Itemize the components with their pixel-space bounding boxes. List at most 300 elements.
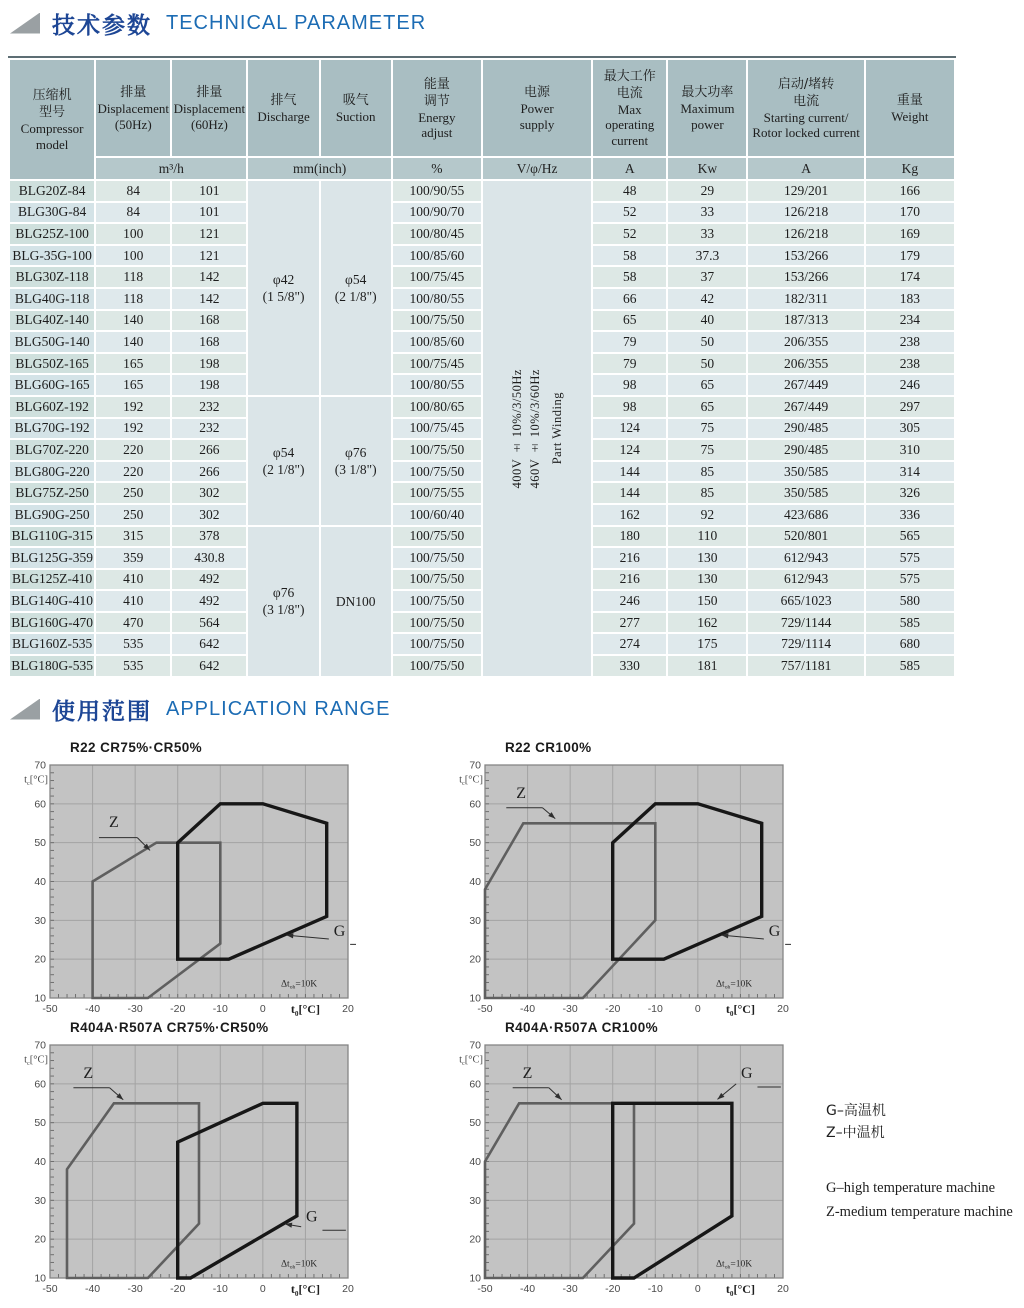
- cell-model: BLG125G-359: [10, 548, 94, 568]
- cell-starting-current: 612/943: [748, 548, 863, 568]
- header-line: 排气: [270, 92, 297, 108]
- header-line: 调节: [423, 93, 450, 109]
- cell-max-operating-current: 124: [593, 419, 666, 439]
- svg-text:30: 30: [469, 1194, 481, 1207]
- cell-model: BLG80G-220: [10, 462, 94, 482]
- unit-cell: Kw: [668, 158, 746, 179]
- cell-weight: 297: [866, 397, 954, 417]
- svg-text:Δtoh=10K: $\Delta t_{oh}=10K$: [280, 1259, 318, 1271]
- cell-discharge-group: φ76 (3 1/8"): [248, 527, 318, 676]
- svg-text:-20: -20: [605, 1283, 621, 1295]
- cell-energy-adjust: 100/75/50: [393, 462, 481, 482]
- svg-text:50: 50: [34, 837, 46, 850]
- cell-energy-adjust: 100/75/45: [393, 267, 481, 287]
- cell-displacement-60hz: 266: [172, 440, 246, 460]
- svg-text:tc[°C]: $t_c[^\circ C]$: [24, 1054, 48, 1068]
- cell-energy-adjust: 100/75/50: [393, 613, 481, 633]
- chart-block-r404a-fullload: [455, 1020, 791, 1302]
- cell-weight: 565: [866, 527, 954, 547]
- cell-weight: 174: [866, 267, 954, 287]
- cell-model: BLG60G-165: [10, 375, 94, 395]
- svg-text:70: 70: [34, 760, 46, 772]
- series-label-Z: Z: [516, 785, 527, 803]
- chart-title: R404A·R507A CR75%·CR50%: [70, 1020, 269, 1035]
- cell-displacement-50hz: 410: [96, 591, 170, 611]
- cell-model: BLG180G-535: [10, 656, 94, 676]
- cell-displacement-50hz: 192: [96, 397, 170, 417]
- svg-text:-30: -30: [562, 1003, 578, 1015]
- unit-cell: A: [748, 158, 863, 179]
- cell-starting-current: 206/355: [748, 354, 863, 374]
- cell-starting-current: 520/801: [748, 527, 863, 547]
- cell-displacement-60hz: 142: [172, 289, 246, 309]
- cell-displacement-50hz: 535: [96, 634, 170, 654]
- cell-energy-adjust: 100/75/50: [393, 548, 481, 568]
- cell-displacement-50hz: 250: [96, 505, 170, 525]
- cell-starting-current: 290/485: [748, 440, 863, 460]
- svg-text:Δtoh=10K: $\Delta t_{oh}=10K$: [715, 1259, 753, 1271]
- cell-displacement-60hz: 564: [172, 613, 246, 633]
- cell-displacement-60hz: 198: [172, 375, 246, 395]
- svg-text:30: 30: [34, 914, 46, 927]
- svg-text:-20: -20: [605, 1003, 621, 1015]
- unit-cell: V/φ/Hz: [483, 158, 591, 179]
- section-title-zh: 技术参数: [52, 12, 152, 39]
- cell-energy-adjust: 100/60/40: [393, 505, 481, 525]
- header-line: 电源: [524, 85, 551, 100]
- svg-text:-40: -40: [84, 1003, 101, 1015]
- cell-maximum-power: 75: [668, 440, 746, 460]
- cell-maximum-power: 65: [668, 375, 746, 395]
- cell-maximum-power: 33: [668, 224, 746, 244]
- cell-model: BLG125Z-410: [10, 570, 94, 590]
- cell-displacement-60hz: 378: [172, 527, 246, 547]
- technical-parameter-table: [8, 56, 956, 678]
- svg-text:0: 0: [259, 1003, 266, 1015]
- cell-model: BLG30G-84: [10, 203, 94, 223]
- cell-max-operating-current: 330: [593, 656, 666, 676]
- cell-weight: 246: [866, 375, 954, 395]
- svg-text:-50: -50: [42, 1283, 58, 1295]
- cell-displacement-60hz: 642: [172, 656, 246, 676]
- header-line: 吸气: [342, 92, 369, 108]
- header-line: Displacement: [173, 101, 246, 116]
- chart-block-r22-fullload: [455, 740, 791, 1022]
- cell-model: BLG50G-140: [10, 332, 94, 352]
- cell-starting-current: 350/585: [748, 483, 863, 503]
- cell-max-operating-current: 246: [593, 591, 666, 611]
- legend-g-zh: G–高温机: [826, 1103, 886, 1119]
- cell-maximum-power: 37: [668, 267, 746, 287]
- cell-weight: 234: [866, 311, 954, 331]
- cell-model: BLG140G-410: [10, 591, 94, 611]
- unit-cell: m³/h: [96, 158, 246, 179]
- cell-max-operating-current: 48: [593, 181, 666, 201]
- header-line: power: [691, 116, 724, 132]
- header-line: model: [35, 136, 69, 152]
- cell-maximum-power: 130: [668, 570, 746, 590]
- col-header-displacement-50hz: [96, 60, 170, 156]
- cell-maximum-power: 37.3: [668, 246, 746, 266]
- cell-energy-adjust: 100/75/45: [393, 419, 481, 439]
- cell-maximum-power: 29: [668, 181, 746, 201]
- svg-text:t0[°C]: $t_0[^\circ C]$: [725, 1002, 755, 1018]
- header-line: Power: [520, 101, 554, 116]
- cell-displacement-60hz: 266: [172, 462, 246, 482]
- cell-model: BLG-35G-100: [10, 246, 94, 266]
- triangle-icon: [10, 13, 40, 34]
- svg-text:-10: -10: [212, 1283, 228, 1295]
- cell-starting-current: 612/943: [748, 570, 863, 590]
- cell-displacement-60hz: 121: [172, 246, 246, 266]
- cell-starting-current: 187/313: [748, 311, 863, 331]
- cell-displacement-50hz: 100: [96, 224, 170, 244]
- header-line: 压缩机: [32, 88, 72, 103]
- cell-discharge-group: φ42 (1 5/8"): [248, 181, 318, 395]
- table-unit-row: [10, 158, 954, 179]
- cell-max-operating-current: 180: [593, 527, 666, 547]
- cell-displacement-50hz: 100: [96, 246, 170, 266]
- cell-displacement-60hz: 492: [172, 591, 246, 611]
- header-line: Maximum: [680, 101, 735, 116]
- cell-maximum-power: 85: [668, 483, 746, 503]
- cell-weight: 238: [866, 354, 954, 374]
- svg-text:-20: -20: [170, 1003, 186, 1015]
- cell-starting-current: 126/218: [748, 203, 863, 223]
- cell-starting-current: 267/449: [748, 375, 863, 395]
- series-label-G: G: [306, 1208, 318, 1226]
- header-line: Suction: [335, 108, 376, 124]
- cell-maximum-power: 65: [668, 397, 746, 417]
- cell-energy-adjust: 100/80/45: [393, 224, 481, 244]
- unit-cell: A: [593, 158, 666, 179]
- header-line: 最大工作: [603, 68, 656, 84]
- series-label-G: G: [741, 1065, 753, 1083]
- cell-model: BLG20Z-84: [10, 181, 94, 201]
- cell-displacement-60hz: 302: [172, 483, 246, 503]
- cell-displacement-50hz: 220: [96, 440, 170, 460]
- header-line: Max: [617, 101, 642, 117]
- cell-max-operating-current: 162: [593, 505, 666, 525]
- svg-text:-40: -40: [84, 1283, 101, 1295]
- unit-cell: %: [393, 158, 481, 179]
- cell-model: BLG40G-118: [10, 289, 94, 309]
- cell-model: BLG70Z-220: [10, 440, 94, 460]
- cell-displacement-60hz: 492: [172, 570, 246, 590]
- cell-weight: 575: [866, 570, 954, 590]
- svg-text:0: 0: [259, 1283, 266, 1295]
- cell-displacement-50hz: 250: [96, 483, 170, 503]
- cell-displacement-50hz: 84: [96, 181, 170, 201]
- svg-text:20: 20: [469, 953, 481, 966]
- svg-text:60: 60: [469, 1078, 481, 1091]
- cell-model: BLG75Z-250: [10, 483, 94, 503]
- cell-energy-adjust: 100/85/60: [393, 332, 481, 352]
- cell-suction-group: φ54 (2 1/8"): [321, 181, 391, 395]
- cell-displacement-50hz: 192: [96, 419, 170, 439]
- svg-text:-30: -30: [127, 1003, 143, 1015]
- cell-model: BLG30Z-118: [10, 267, 94, 287]
- cell-displacement-60hz: 142: [172, 267, 246, 287]
- cell-starting-current: 129/201: [748, 181, 863, 201]
- cell-weight: 585: [866, 656, 954, 676]
- cell-weight: 166: [866, 181, 954, 201]
- svg-text:20: 20: [777, 1283, 789, 1295]
- header-line: Discharge: [257, 108, 310, 124]
- cell-displacement-60hz: 430.8: [172, 548, 246, 568]
- cell-maximum-power: 33: [668, 203, 746, 223]
- svg-text:10: 10: [34, 992, 46, 1005]
- cell-displacement-60hz: 198: [172, 354, 246, 374]
- table-row: [10, 181, 954, 201]
- header-line: 电流: [793, 93, 820, 109]
- svg-text:-50: -50: [42, 1003, 58, 1015]
- svg-text:50: 50: [469, 1117, 481, 1130]
- cell-displacement-60hz: 101: [172, 181, 246, 201]
- header-line: Energy: [418, 109, 456, 125]
- cell-maximum-power: 130: [668, 548, 746, 568]
- svg-text:tc[°C]: $t_c[^\circ C]$: [459, 1054, 483, 1068]
- header-line: (50Hz): [114, 116, 152, 132]
- cell-weight: 310: [866, 440, 954, 460]
- power-supply-line: 400V ± 10%/3/50Hz: [509, 368, 524, 489]
- svg-text:-30: -30: [127, 1283, 143, 1295]
- svg-text:-40: -40: [519, 1003, 536, 1015]
- series-label-Z: Z: [83, 1065, 94, 1083]
- svg-text:40: 40: [469, 1156, 481, 1168]
- col-header-starting-current: [748, 60, 863, 156]
- cell-max-operating-current: 274: [593, 634, 666, 654]
- cell-maximum-power: 42: [668, 289, 746, 309]
- cell-power-supply: [483, 181, 591, 676]
- cell-energy-adjust: 100/90/55: [393, 181, 481, 201]
- svg-text:0: 0: [694, 1003, 701, 1015]
- application-chart-2: [455, 760, 791, 1022]
- cell-weight: 575: [866, 548, 954, 568]
- cell-starting-current: 290/485: [748, 419, 863, 439]
- svg-text:t0[°C]: $t_0[^\circ C]$: [290, 1002, 320, 1018]
- compressor-table-body: [10, 181, 954, 676]
- cell-energy-adjust: 100/85/60: [393, 246, 481, 266]
- application-chart-1: [20, 760, 356, 1022]
- cell-displacement-50hz: 140: [96, 332, 170, 352]
- col-header-max-operating-current: [593, 60, 666, 156]
- header-line: current: [611, 132, 649, 148]
- series-label-Z: Z: [522, 1065, 533, 1083]
- col-header-suction: [321, 60, 391, 156]
- section-title-en: APPLICATION RANGE: [166, 697, 391, 720]
- unit-cell: mm(inch): [248, 158, 390, 179]
- cell-displacement-60hz: 168: [172, 311, 246, 331]
- cell-maximum-power: 181: [668, 656, 746, 676]
- cell-displacement-50hz: 165: [96, 354, 170, 374]
- cell-weight: 238: [866, 332, 954, 352]
- cell-discharge-group: φ54 (2 1/8"): [248, 397, 318, 525]
- series-label-G: G: [768, 922, 781, 940]
- cell-displacement-50hz: 220: [96, 462, 170, 482]
- cell-model: BLG110G-315: [10, 527, 94, 547]
- cell-model: BLG40Z-140: [10, 311, 94, 331]
- header-line: operating: [605, 117, 655, 133]
- cell-displacement-60hz: 232: [172, 397, 246, 417]
- section-header-application-range: [10, 694, 390, 724]
- cell-energy-adjust: 100/75/50: [393, 656, 481, 676]
- cell-energy-adjust: 100/75/50: [393, 527, 481, 547]
- svg-text:60: 60: [34, 1078, 46, 1091]
- header-line: Weight: [891, 108, 929, 124]
- cell-max-operating-current: 144: [593, 462, 666, 482]
- cell-maximum-power: 75: [668, 419, 746, 439]
- cell-max-operating-current: 58: [593, 246, 666, 266]
- svg-text:40: 40: [34, 876, 46, 888]
- chart-title: R22 CR100%: [505, 740, 592, 755]
- cell-model: BLG70G-192: [10, 419, 94, 439]
- col-header-weight: [866, 60, 954, 156]
- cell-displacement-50hz: 84: [96, 203, 170, 223]
- cell-energy-adjust: 100/75/50: [393, 570, 481, 590]
- svg-text:-10: -10: [647, 1003, 663, 1015]
- cell-starting-current: 153/266: [748, 267, 863, 287]
- cell-starting-current: 757/1181: [748, 656, 863, 676]
- svg-text:-40: -40: [519, 1283, 536, 1295]
- cell-model: BLG90G-250: [10, 505, 94, 525]
- svg-text:30: 30: [34, 1194, 46, 1207]
- chart-block-r404a-partload: [20, 1020, 356, 1302]
- legend-g-en: G–high temperature machine: [826, 1180, 996, 1196]
- cell-maximum-power: 175: [668, 634, 746, 654]
- cell-energy-adjust: 100/75/50: [393, 440, 481, 460]
- cell-displacement-50hz: 470: [96, 613, 170, 633]
- svg-text:20: 20: [469, 1233, 481, 1246]
- cell-weight: 585: [866, 613, 954, 633]
- cell-max-operating-current: 144: [593, 483, 666, 503]
- cell-weight: 680: [866, 634, 954, 654]
- table-header-row: [10, 60, 954, 156]
- svg-text:50: 50: [469, 837, 481, 850]
- cell-starting-current: 350/585: [748, 462, 863, 482]
- svg-text:30: 30: [469, 914, 481, 927]
- svg-text:0: 0: [694, 1283, 701, 1295]
- power-supply-line: Part Winding: [549, 392, 564, 465]
- svg-text:-30: -30: [562, 1283, 578, 1295]
- cell-energy-adjust: 100/80/65: [393, 397, 481, 417]
- cell-max-operating-current: 277: [593, 613, 666, 633]
- svg-text:-10: -10: [212, 1003, 228, 1015]
- cell-energy-adjust: 100/75/50: [393, 634, 481, 654]
- col-header-displacement-60hz: [172, 60, 246, 156]
- cell-displacement-50hz: 410: [96, 570, 170, 590]
- cell-maximum-power: 162: [668, 613, 746, 633]
- application-chart-3: [20, 1040, 356, 1302]
- header-line: 最大功率: [681, 85, 734, 100]
- cell-weight: 336: [866, 505, 954, 525]
- legend-z-zh: Z–中温机: [826, 1125, 885, 1141]
- cell-model: BLG160G-470: [10, 613, 94, 633]
- cell-weight: 179: [866, 246, 954, 266]
- header-line: 排量: [196, 85, 223, 100]
- cell-weight: 305: [866, 419, 954, 439]
- series-label-G: G: [333, 922, 346, 940]
- cell-max-operating-current: 98: [593, 375, 666, 395]
- cell-max-operating-current: 79: [593, 354, 666, 374]
- cell-starting-current: 153/266: [748, 246, 863, 266]
- triangle-icon: [10, 699, 40, 720]
- cell-max-operating-current: 216: [593, 570, 666, 590]
- cell-model: BLG160Z-535: [10, 634, 94, 654]
- svg-text:20: 20: [342, 1283, 354, 1295]
- application-chart-4: [455, 1040, 791, 1302]
- header-line: 型号: [39, 105, 66, 120]
- cell-maximum-power: 110: [668, 527, 746, 547]
- cell-displacement-50hz: 535: [96, 656, 170, 676]
- header-line: Rotor locked current: [752, 125, 860, 140]
- cell-max-operating-current: 216: [593, 548, 666, 568]
- cell-starting-current: 182/311: [748, 289, 863, 309]
- cell-weight: 170: [866, 203, 954, 223]
- header-line: adjust: [421, 125, 453, 140]
- series-label-Z: Z: [108, 814, 119, 832]
- cell-energy-adjust: 100/80/55: [393, 375, 481, 395]
- cell-displacement-60hz: 642: [172, 634, 246, 654]
- cell-energy-adjust: 100/75/50: [393, 311, 481, 331]
- cell-displacement-50hz: 165: [96, 375, 170, 395]
- cell-energy-adjust: 100/90/70: [393, 203, 481, 223]
- cell-displacement-50hz: 140: [96, 311, 170, 331]
- cell-energy-adjust: 100/80/55: [393, 289, 481, 309]
- cell-weight: 326: [866, 483, 954, 503]
- header-line: Displacement: [97, 101, 169, 116]
- svg-text:60: 60: [34, 798, 46, 811]
- svg-text:10: 10: [469, 992, 481, 1005]
- cell-max-operating-current: 52: [593, 203, 666, 223]
- svg-text:40: 40: [469, 876, 481, 888]
- svg-text:-10: -10: [647, 1283, 663, 1295]
- header-line: 排量: [120, 85, 147, 100]
- cell-displacement-60hz: 302: [172, 505, 246, 525]
- cell-displacement-50hz: 315: [96, 527, 170, 547]
- col-header-maximum-power: [668, 60, 746, 156]
- cell-max-operating-current: 52: [593, 224, 666, 244]
- cell-weight: 169: [866, 224, 954, 244]
- chart-title: R22 CR75%·CR50%: [70, 740, 203, 755]
- svg-text:40: 40: [34, 1156, 46, 1168]
- cell-starting-current: 729/1114: [748, 634, 863, 654]
- cell-energy-adjust: 100/75/45: [393, 354, 481, 374]
- cell-displacement-60hz: 168: [172, 332, 246, 352]
- section-title-zh: 使用范围: [52, 698, 152, 725]
- legend-spacer: [826, 1144, 1024, 1176]
- cell-max-operating-current: 98: [593, 397, 666, 417]
- svg-text:50: 50: [34, 1117, 46, 1130]
- svg-text:t0[°C]: $t_0[^\circ C]$: [290, 1282, 320, 1298]
- cell-maximum-power: 85: [668, 462, 746, 482]
- col-header-power-supply: [483, 60, 591, 156]
- svg-text:tc[°C]: $t_c[^\circ C]$: [24, 774, 48, 788]
- svg-text:-20: -20: [170, 1283, 186, 1295]
- svg-text:-50: -50: [477, 1283, 493, 1295]
- cell-displacement-50hz: 118: [96, 289, 170, 309]
- header-line: 启动/堵转: [777, 76, 835, 92]
- chart-block-r22-partload: [20, 740, 356, 1022]
- cell-starting-current: 126/218: [748, 224, 863, 244]
- svg-text:t0[°C]: $t_0[^\circ C]$: [725, 1282, 755, 1298]
- cell-max-operating-current: 124: [593, 440, 666, 460]
- cell-displacement-60hz: 232: [172, 419, 246, 439]
- cell-model: BLG50Z-165: [10, 354, 94, 374]
- cell-maximum-power: 40: [668, 311, 746, 331]
- cell-starting-current: 206/355: [748, 332, 863, 352]
- svg-text:20: 20: [34, 1233, 46, 1246]
